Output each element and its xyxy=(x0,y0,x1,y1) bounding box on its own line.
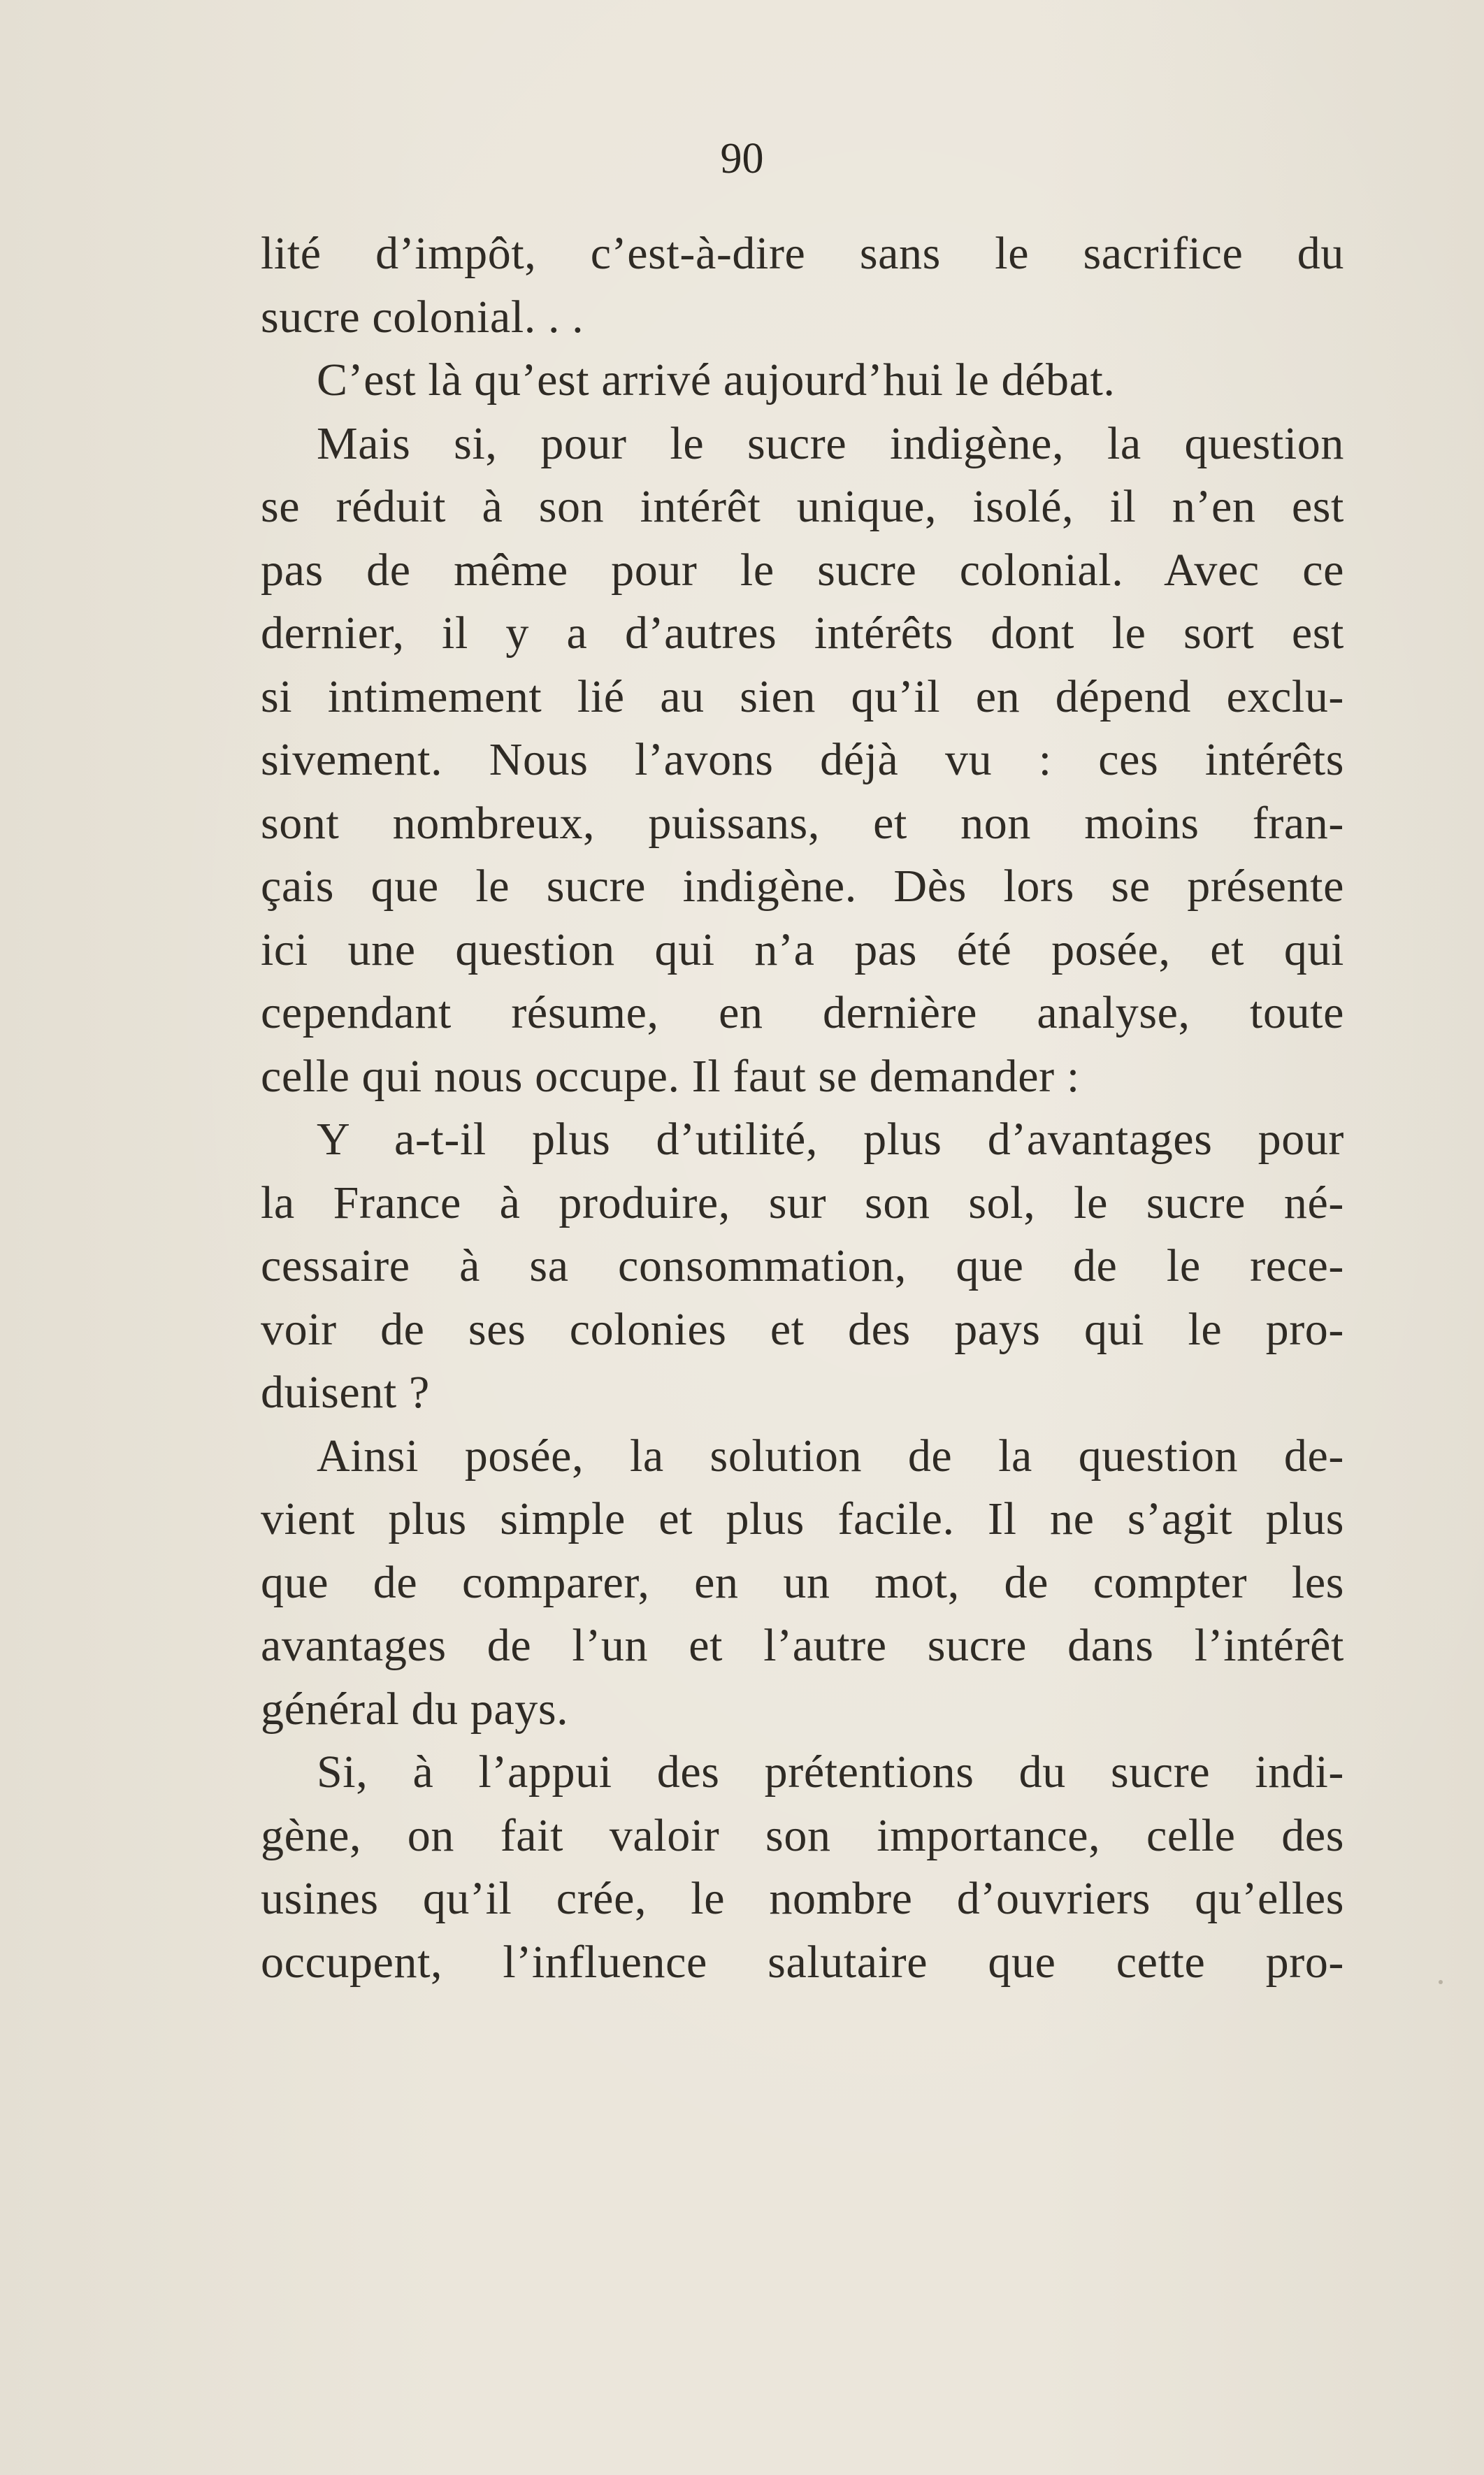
text-line: Si, à l’appui des prétentions du sucre indi- xyxy=(317,1746,1344,1798)
text-line: ici une question qui n’a pas été posée, et qui xyxy=(261,924,1344,975)
text-line: général du pays. xyxy=(261,1683,569,1735)
paper-speck xyxy=(1439,1980,1443,1984)
page-number: 90 xyxy=(720,135,764,182)
text-line: usines qu’il crée, le nombre d’ouvriers qu’elles xyxy=(261,1873,1344,1924)
text-line: çais que le sucre indigène. Dès lors se présente xyxy=(261,861,1344,912)
text-line: avantages de l’un et l’autre sucre dans l’intérêt xyxy=(261,1620,1344,1671)
text-line: gène, on fait valoir son importance, celle des xyxy=(261,1809,1344,1861)
text-line: vient plus simple et plus facile. Il ne s’agit plus xyxy=(261,1493,1344,1544)
text-line: C’est là qu’est arrivé aujourd’hui le débat. xyxy=(317,354,1116,406)
text-line: occupent, l’influence salutaire que cette pro- xyxy=(261,1936,1344,1988)
text-line: celle qui nous occupe. Il faut se demander : xyxy=(261,1050,1080,1102)
text-line: lité d’impôt, c’est-à-dire sans le sacrifice du xyxy=(261,228,1344,279)
text-line: se réduit à son intérêt unique, isolé, il n’en est xyxy=(261,481,1344,532)
text-line: cessaire à sa consommation, que de le rece- xyxy=(261,1240,1344,1291)
text-line: sivement. Nous l’avons déjà vu : ces intérêts xyxy=(261,734,1344,785)
text-line: cependant résume, en dernière analyse, toute xyxy=(261,987,1344,1038)
text-line: sont nombreux, puissans, et non moins fran- xyxy=(261,797,1344,849)
text-line: si intimement lié au sien qu’il en dépend exclu- xyxy=(261,670,1344,722)
text-line: la France à produire, sur son sol, le sucre né- xyxy=(261,1177,1344,1228)
text-line: que de comparer, en un mot, de compter les xyxy=(261,1556,1344,1608)
body-text xyxy=(261,222,1344,1994)
text-line: sucre colonial. . . xyxy=(261,291,584,343)
text-line: voir de ses colonies et des pays qui le pro- xyxy=(261,1303,1344,1355)
text-line: pas de même pour le sucre colonial. Avec ce xyxy=(261,544,1344,596)
text-line: Mais si, pour le sucre indigène, la question xyxy=(317,417,1344,469)
text-line: dernier, il y a d’autres intérêts dont le sort est xyxy=(261,608,1344,659)
text-line: Ainsi posée, la solution de la question de- xyxy=(317,1430,1344,1482)
text-line: Y a-t-il plus d’utilité, plus d’avantages pour xyxy=(317,1114,1344,1165)
text-line: duisent ? xyxy=(261,1367,430,1418)
